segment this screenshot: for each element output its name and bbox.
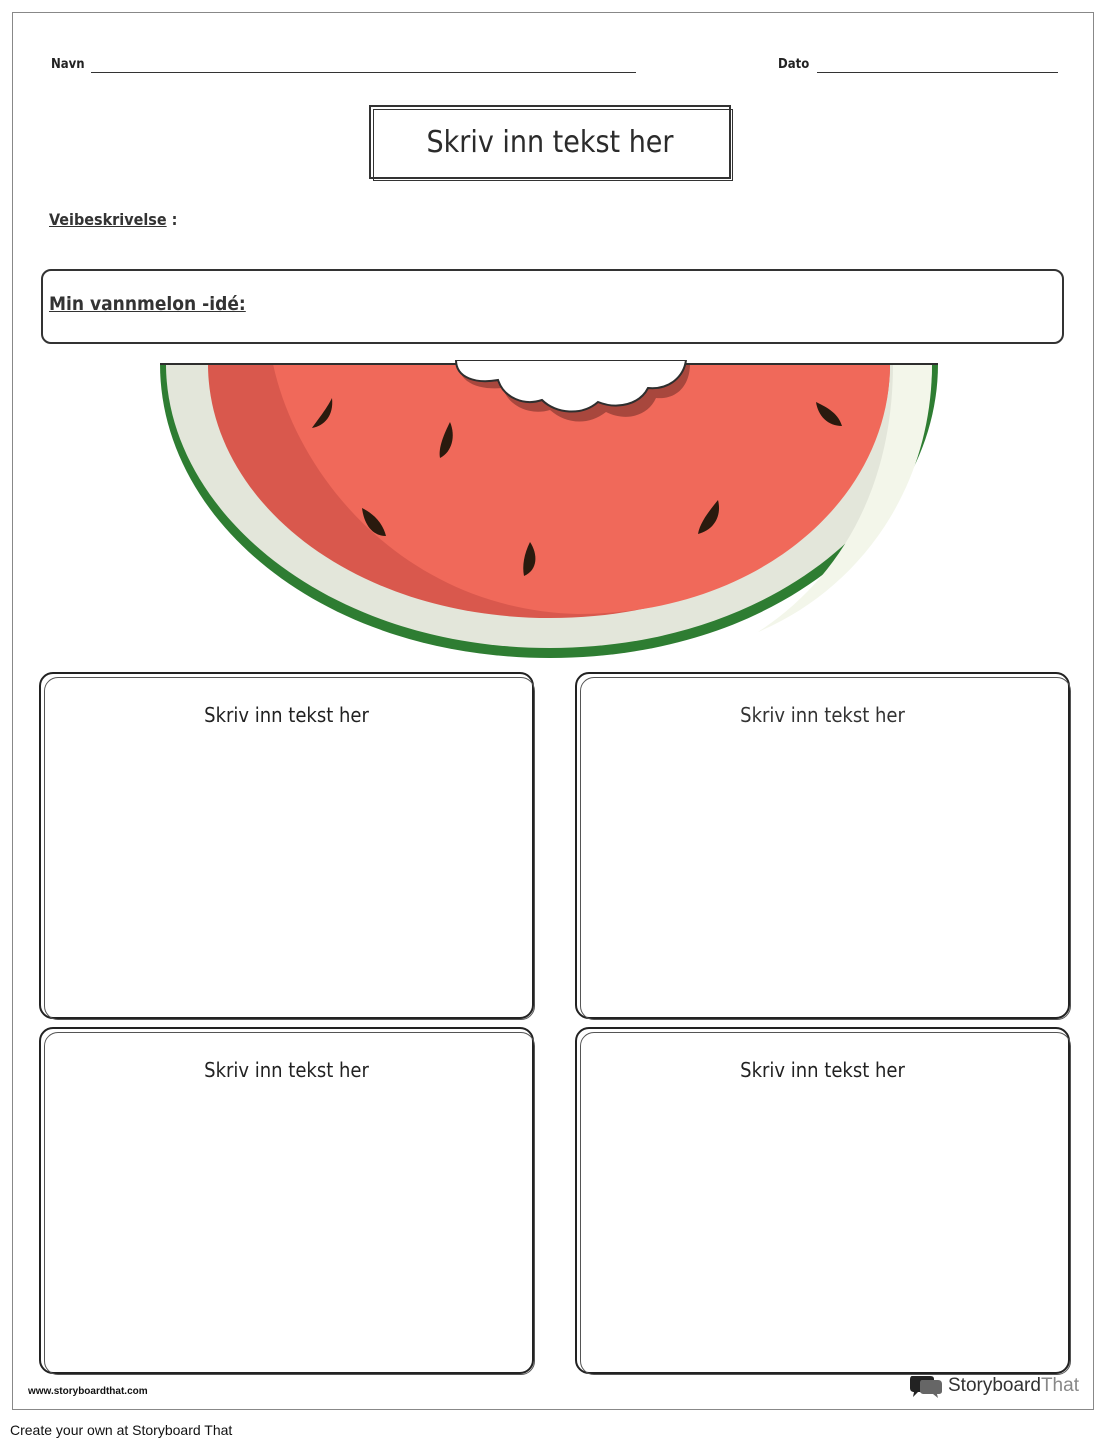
- name-field[interactable]: [91, 72, 636, 73]
- date-field[interactable]: [817, 72, 1058, 73]
- brand-name-b: That: [1040, 1375, 1079, 1396]
- instructions-colon: :: [171, 210, 178, 229]
- brand-name-a: Storyboard: [948, 1375, 1041, 1396]
- watermelon-slice-illustration: [158, 360, 942, 662]
- idea-label: Min vannmelon -idé:: [49, 293, 246, 315]
- panel-4-text: Skriv inn tekst her: [740, 1058, 905, 1082]
- watermark-url: www.storyboardthat.com: [28, 1386, 148, 1397]
- idea-box[interactable]: [41, 269, 1064, 344]
- text-panel-1[interactable]: [39, 672, 534, 1019]
- title-box[interactable]: [369, 105, 731, 179]
- date-label: Dato: [778, 57, 810, 72]
- storyboardthat-logo: [910, 1374, 1079, 1398]
- panel-3-text: Skriv inn tekst her: [204, 1058, 369, 1082]
- name-label: Navn: [51, 57, 85, 72]
- text-panel-4[interactable]: [575, 1027, 1070, 1374]
- panel-2-text: Skriv inn tekst her: [740, 703, 905, 727]
- text-panel-2[interactable]: [575, 672, 1070, 1019]
- instructions-label: Veibeskrivelse: [49, 210, 167, 229]
- footer-link[interactable]: Create your own at Storyboard That: [10, 1422, 233, 1438]
- worksheet-title: Skriv inn tekst her: [426, 124, 674, 160]
- panel-1-text: Skriv inn tekst her: [204, 703, 369, 727]
- instructions-heading: [49, 210, 177, 229]
- speech-bubble-icon: [910, 1374, 942, 1398]
- text-panel-3[interactable]: [39, 1027, 534, 1374]
